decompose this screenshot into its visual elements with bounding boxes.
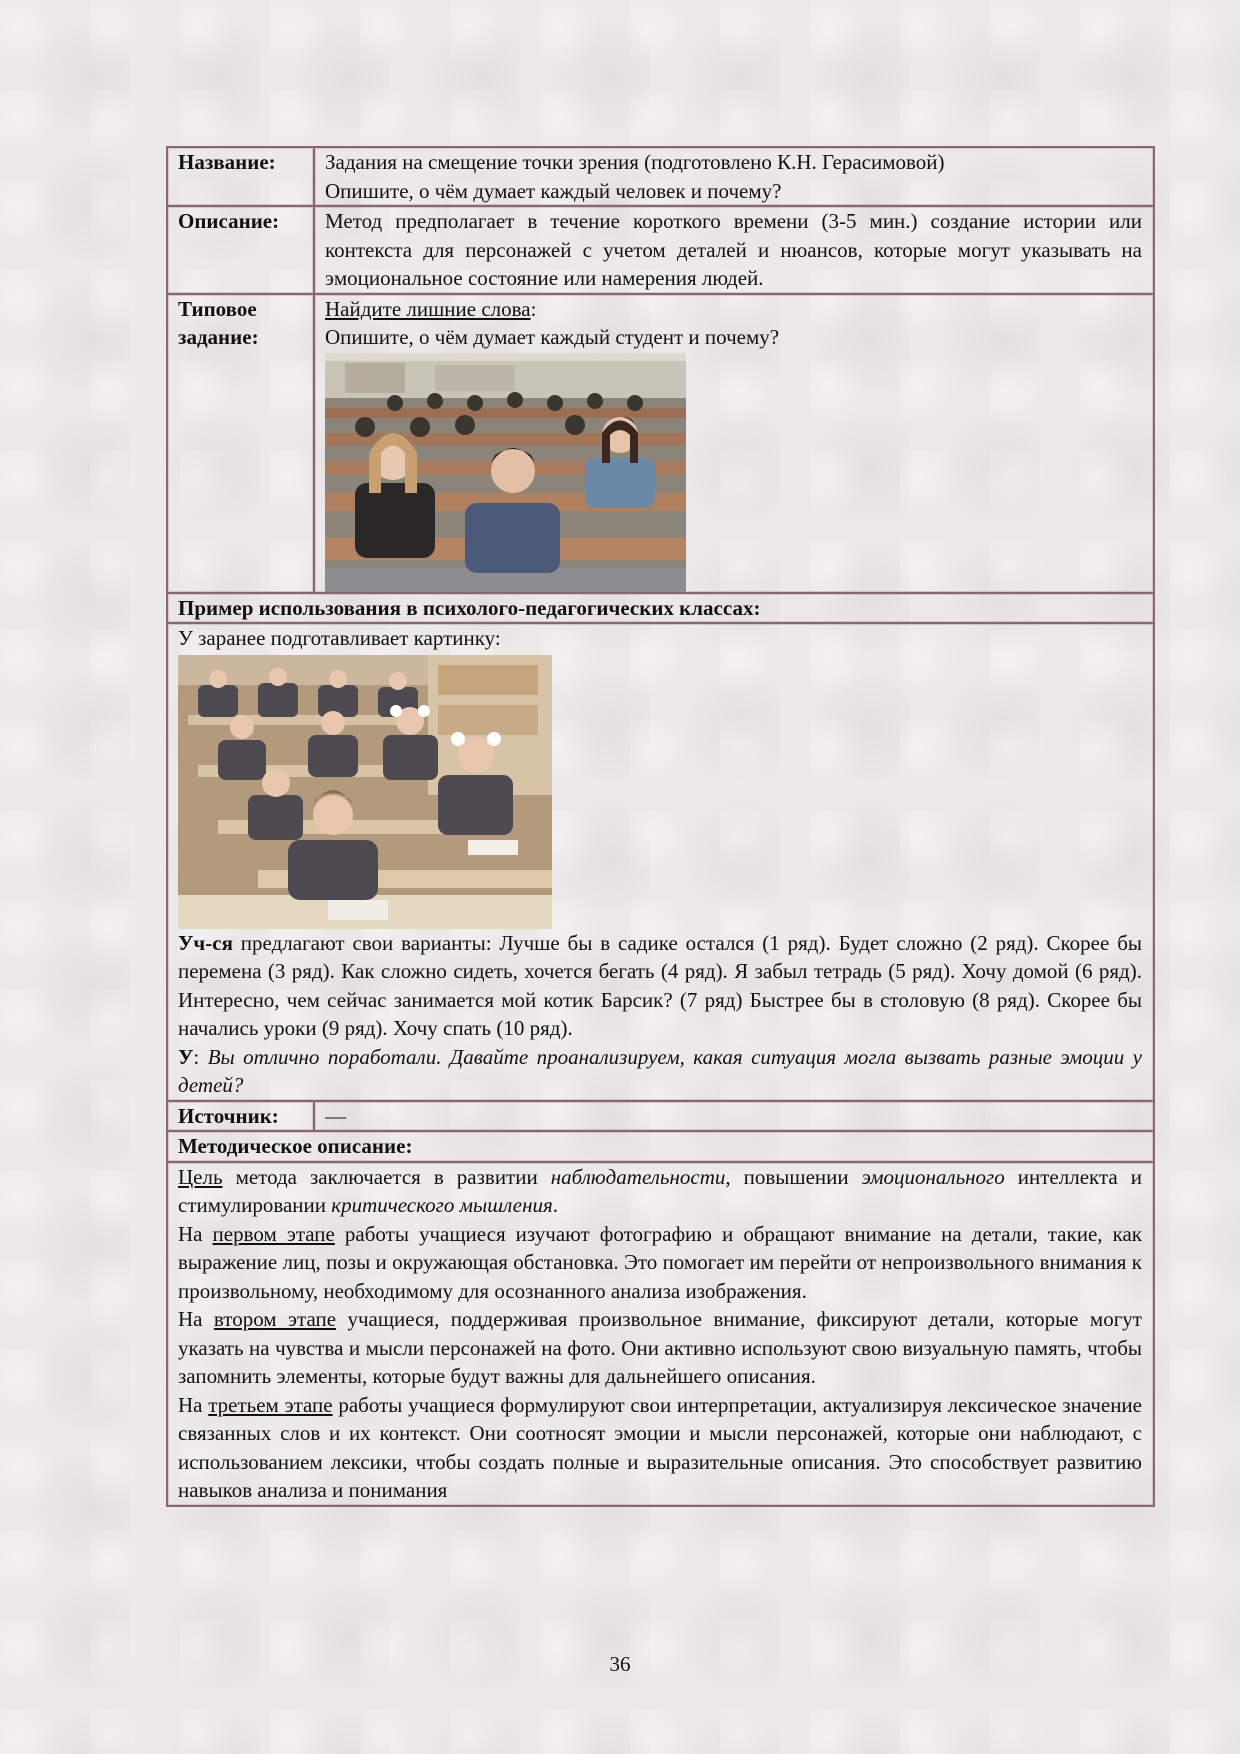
stage-one-text: работы учащиеся изучают фотографию и обращают внимание на детали, такие, как выражение лиц, позы и окружающая обстановка. Это помогает им перейти от непроизвольного внимания к произвольному, необходимому для осознанного анализа изображения. bbox=[178, 1221, 1142, 1303]
row-methodical-body bbox=[167, 1162, 1154, 1506]
stage-three-pre: На bbox=[178, 1392, 209, 1417]
stage-three-paragraph bbox=[178, 1391, 1142, 1505]
typical-task-question: Опишите, о чём думает каждый студент и почему? bbox=[325, 325, 780, 349]
instruction-colon: : bbox=[530, 296, 537, 321]
row-methodical-header bbox=[167, 1131, 1154, 1162]
method-card-table bbox=[166, 146, 1155, 1507]
students-answers-text: предлагают свои варианты: Лучше бы в садике остался (1 ряд). Будет сложно (2 ряд). Скорее бы перемена (3 ряд). Как сложно сидеть, хочется бегать (4 ряд). Я забыл тетрадь (5 ряд). Хочу домой (6 ряд). Интересно, чем сейчас занимается мой котик Барсик? (7 ряд) Быстрее бы в столовую (8 ряд). Скорее бы начались уроки (9 ряд). Хочу спать (10 ряд). bbox=[178, 930, 1142, 1040]
stage-three-term: третьем этапе bbox=[208, 1392, 333, 1417]
stage-two-text: учащиеся, поддерживая произвольное внимание, фиксируют детали, которые могут указать на чувства и мысли персонажей на фото. Они активно используют свою визуальную память, чтобы запомнить элементы, которые будут важны для дальнейшего описания. bbox=[178, 1307, 1142, 1388]
stage-three-text: работы учащиеся формулируют свои интерпретации, актуализируя лексическое значение связанных слов и их контекст. Они соотносят эмоции и мысли персонажей, которые они наблюдают, с использованием лексики, чтобы создать полные и выразительные описания. Это способствует развитию навыков анализа и понимания bbox=[178, 1392, 1142, 1502]
method-subtitle: Опишите, о чём думает каждый человек и почему? bbox=[325, 178, 782, 203]
lecture-hall-photo bbox=[325, 353, 686, 592]
stage-one-term: первом этапе bbox=[212, 1221, 335, 1246]
teacher-conclusion bbox=[178, 1043, 1142, 1100]
goal-term: Цель bbox=[178, 1164, 223, 1189]
description-label: Описание: bbox=[167, 206, 314, 294]
row-source bbox=[167, 1101, 1154, 1132]
page-number: 36 bbox=[609, 1652, 631, 1676]
teacher-colon: : bbox=[193, 1044, 208, 1069]
typical-task-label bbox=[167, 294, 314, 593]
goal-emphasis-3: критического мышления bbox=[331, 1193, 553, 1217]
typical-task-label-line2: задание: bbox=[178, 325, 259, 349]
method-title: Задания на смещение точки зрения (подготовлено К.Н. Герасимовой) bbox=[325, 150, 945, 174]
source-label: Источник: bbox=[167, 1101, 314, 1132]
goal-text-1: метода заключается в развитии bbox=[222, 1164, 551, 1189]
row-description bbox=[167, 206, 1154, 294]
teacher-label: У bbox=[178, 1044, 194, 1069]
goal-emphasis-1: наблюдательности bbox=[550, 1164, 726, 1189]
students-label: Уч-ся bbox=[178, 930, 233, 955]
typical-task-label-line1: Типовое bbox=[178, 296, 257, 321]
methodical-body bbox=[167, 1162, 1154, 1506]
typical-task-content bbox=[314, 294, 1154, 593]
stage-two-pre: На bbox=[178, 1307, 214, 1331]
teacher-intro: У заранее подготавливает картинку: bbox=[178, 626, 501, 650]
goal-emphasis-2: эмоционального bbox=[861, 1164, 1005, 1189]
typical-task-instruction bbox=[325, 295, 1142, 324]
name-label: Название: bbox=[167, 147, 314, 206]
row-typical-task bbox=[167, 294, 1154, 593]
source-value: — bbox=[314, 1101, 1154, 1132]
goal-text-4: . bbox=[552, 1193, 558, 1217]
students-answers bbox=[178, 929, 1142, 1043]
stage-two-term: втором этапе bbox=[213, 1307, 337, 1331]
classroom-photo bbox=[178, 655, 552, 929]
name-value bbox=[314, 147, 1154, 206]
stage-two-paragraph bbox=[178, 1305, 1142, 1391]
stage-one-pre: На bbox=[178, 1221, 213, 1246]
example-header: Пример использования в психолого-педагогических классах: bbox=[167, 593, 1154, 624]
teacher-conclusion-text: Вы отлично поработали. Давайте проанализируем, какая ситуация могла вызвать разные эмоции у детей? bbox=[178, 1044, 1143, 1097]
row-name bbox=[167, 147, 1154, 206]
find-extra-words-link: Найдите лишние слова bbox=[325, 296, 531, 321]
description-text: Метод предполагает в течение короткого времени (3-5 мин.) создание истории или контекста для персонажей с учетом деталей и нюансов, которые могут указывать на эмоциональное состояние или намерения людей. bbox=[314, 206, 1154, 294]
methodical-header: Методическое описание: bbox=[167, 1131, 1154, 1162]
goal-text-3: интеллекта и стимулировании bbox=[178, 1164, 1142, 1217]
example-body bbox=[167, 623, 1154, 1101]
row-example-body bbox=[167, 623, 1154, 1101]
row-example-header bbox=[167, 593, 1154, 624]
goal-text-2: , повышении bbox=[725, 1164, 862, 1189]
goal-paragraph bbox=[178, 1163, 1142, 1220]
stage-one-paragraph bbox=[178, 1220, 1142, 1306]
